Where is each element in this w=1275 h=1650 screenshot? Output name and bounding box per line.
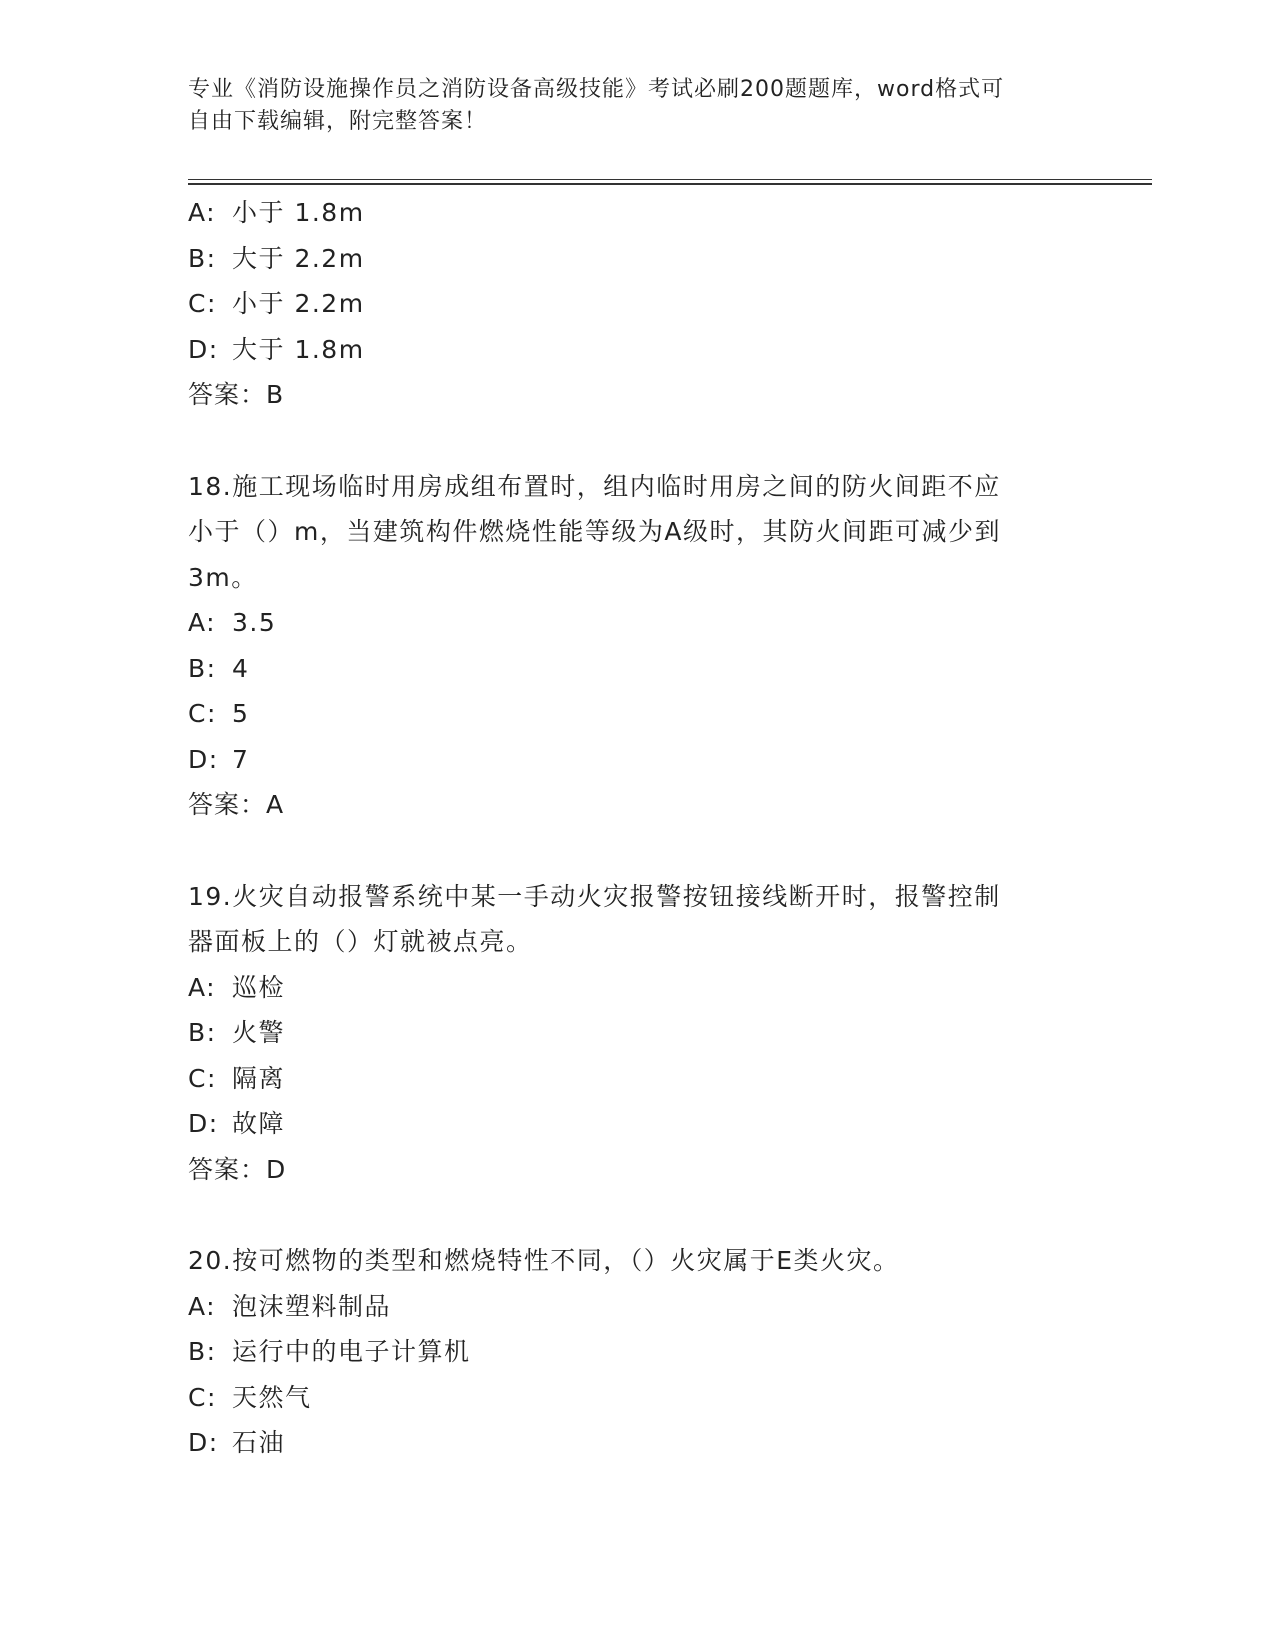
option-text: 巡检 — [232, 972, 286, 1002]
option-letter: A: — [188, 972, 217, 1002]
option-d — [188, 737, 1088, 783]
option-text: 泡沫塑料制品 — [232, 1291, 392, 1321]
question-list — [188, 190, 1088, 1466]
option-text: 7 — [232, 744, 250, 774]
answer-line: 答案：D — [188, 1154, 287, 1184]
option-text: 石油 — [232, 1428, 286, 1457]
option-b — [188, 646, 1088, 692]
option-letter: C: — [188, 1063, 217, 1093]
option-text: 3.5 — [232, 608, 277, 637]
option-c — [188, 1056, 1088, 1102]
option-d — [188, 1101, 1088, 1147]
option-letter: C: — [188, 699, 217, 728]
option-letter: C: — [188, 289, 217, 318]
option-b — [188, 236, 1088, 282]
answer-line: 答案：B — [188, 380, 285, 409]
option-letter: B: — [188, 243, 217, 273]
option-letter: D: — [188, 334, 219, 364]
option-letter: D: — [188, 744, 219, 774]
option-letter: B: — [188, 1018, 217, 1047]
question-line: 小于（）m，当建筑构件燃烧性能等级为A级时，其防火间距可减少到 — [188, 517, 1001, 546]
question-line: 器面板上的（）灯就被点亮。 — [188, 927, 533, 956]
option-b — [188, 1010, 1088, 1056]
option-text: 运行中的电子计算机 — [232, 1337, 471, 1366]
header-divider-thick — [188, 183, 1152, 185]
option-a — [188, 965, 1088, 1011]
question-line: 20.按可燃物的类型和燃烧特性不同，（）火灾属于E类火灾。 — [188, 1246, 900, 1275]
option-text: 大于 2.2m — [232, 243, 365, 273]
option-text: 4 — [232, 653, 250, 683]
header-line-1: 专业《消防设施操作员之消防设备高级技能》考试必刷200题题库，word格式可 — [188, 77, 1005, 102]
option-letter: C: — [188, 1382, 217, 1412]
question-block-17 — [188, 190, 1088, 418]
question-block-18 — [188, 464, 1088, 828]
option-letter: A: — [188, 198, 217, 227]
option-letter: B: — [188, 653, 217, 683]
question-block-20 — [188, 1238, 1088, 1466]
option-letter: A: — [188, 1291, 217, 1321]
option-letter: A: — [188, 608, 217, 637]
option-d — [188, 327, 1088, 373]
option-c — [188, 1375, 1088, 1421]
option-text: 火警 — [232, 1018, 286, 1047]
option-text: 天然气 — [232, 1382, 312, 1412]
option-text: 5 — [232, 699, 250, 728]
option-a — [188, 190, 1088, 236]
option-text: 隔离 — [232, 1063, 286, 1093]
question-text — [188, 1238, 1088, 1284]
header-divider-thin — [188, 179, 1152, 180]
option-text: 大于 1.8m — [232, 334, 365, 364]
option-c — [188, 691, 1088, 737]
question-line: 19.火灾自动报警系统中某一手动火灾报警按钮接线断开时，报警控制 — [188, 881, 1001, 911]
option-text: 小于 2.2m — [232, 289, 365, 318]
answer-line: 答案：A — [188, 790, 285, 819]
option-text: 小于 1.8m — [232, 198, 365, 227]
header-line-2: 自由下载编辑，附完整答案！ — [188, 109, 488, 134]
option-text: 故障 — [232, 1109, 286, 1138]
option-b — [188, 1329, 1088, 1375]
option-d — [188, 1420, 1088, 1466]
option-c — [188, 281, 1088, 327]
option-letter: B: — [188, 1337, 217, 1366]
document-header — [188, 74, 1068, 138]
question-line: 3m。 — [188, 562, 258, 592]
option-letter: D: — [188, 1109, 219, 1138]
option-a — [188, 600, 1088, 646]
question-text — [188, 464, 1088, 601]
question-block-19 — [188, 874, 1088, 1193]
question-line: 18.施工现场临时用房成组布置时，组内临时用房之间的防火间距不应 — [188, 471, 1001, 501]
question-text — [188, 874, 1088, 965]
option-a — [188, 1284, 1088, 1330]
option-letter: D: — [188, 1428, 219, 1457]
